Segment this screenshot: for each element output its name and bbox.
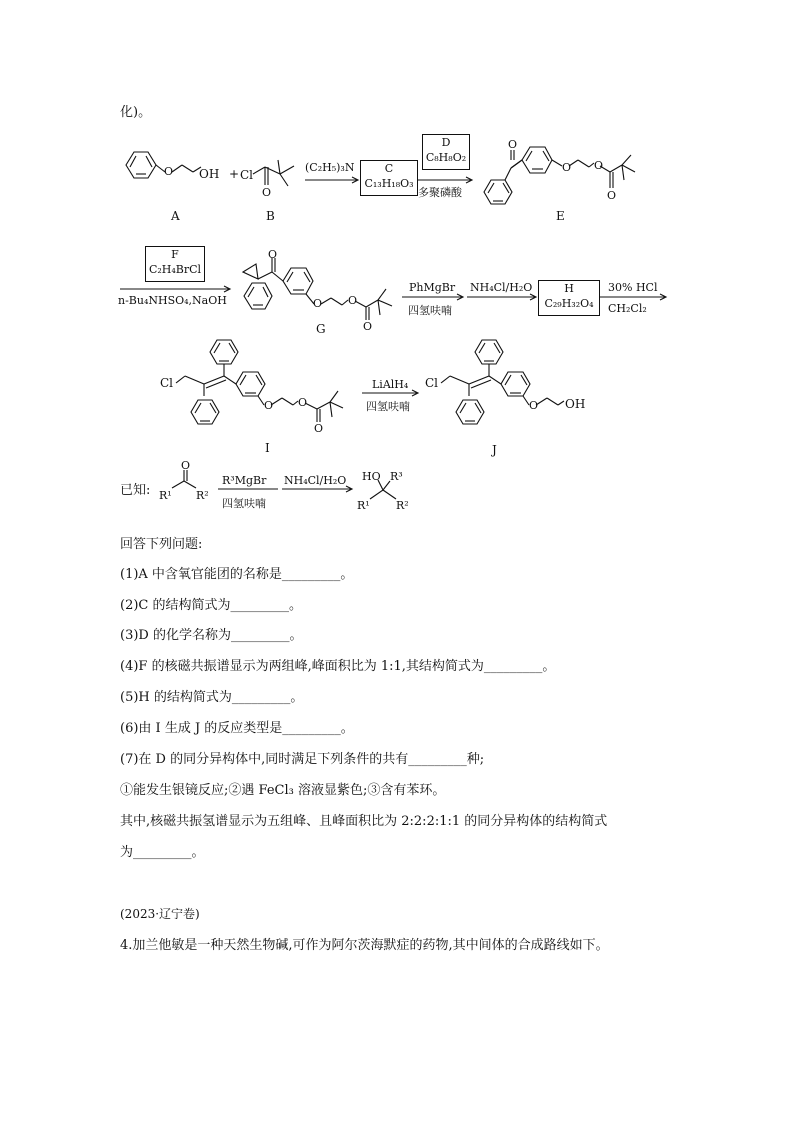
reagent-ptc: n-Bu₄NHSO₄,NaOH xyxy=(118,294,227,307)
known-ho: HO xyxy=(362,470,381,483)
intro-tail: 化)。 xyxy=(120,105,152,120)
compound-d-formula: C₈H₈O₂ xyxy=(425,151,467,164)
compound-c-box xyxy=(360,160,418,196)
compound-j-oh: OH xyxy=(565,397,586,411)
compound-i-o2: O xyxy=(298,396,308,409)
compound-e-o1: O xyxy=(508,138,518,151)
question-1: (1)A 中含氧官能团的名称是_________。 xyxy=(120,567,354,582)
compound-d-box xyxy=(422,134,470,170)
compound-i-label: I xyxy=(265,441,270,455)
compound-g-structure xyxy=(243,258,392,320)
compound-i-cl: Cl xyxy=(160,376,174,390)
compound-j-structure xyxy=(441,340,564,424)
known-thf: 四氢呋喃 xyxy=(222,497,266,510)
compound-i-structure xyxy=(176,340,343,424)
reagent-dcm: CH₂Cl₂ xyxy=(608,302,647,315)
compound-b-o: O xyxy=(262,186,272,199)
compound-f-formula: C₂H₄BrCl xyxy=(148,263,202,276)
next-question-4: 4.加兰他敏是一种天然生物碱,可作为阿尔茨海默症的药物,其中间体的合成路线如下。 xyxy=(120,938,609,953)
compound-a-oh: OH xyxy=(199,167,220,181)
compound-h-formula: C₂₉H₃₂O₄ xyxy=(544,297,594,310)
known-grignard: R³MgBr xyxy=(222,474,267,487)
known-pr2: R² xyxy=(396,499,409,512)
question-7-extra-1: 其中,核磁共振氢谱显示为五组峰、且峰面积比为 2:2:2:1:1 的同分异构体的结构简式 xyxy=(120,814,608,829)
reagent-hcl: 30% HCl xyxy=(608,281,658,294)
compound-g-o1: O xyxy=(268,248,278,261)
compound-b-cl: Cl xyxy=(240,168,254,182)
compound-j-label: J xyxy=(492,443,497,457)
known-ketone-structure xyxy=(172,470,196,488)
compound-j-cl: Cl xyxy=(425,376,439,390)
question-4: (4)F 的核磁共振谱显示为两组峰,峰面积比为 1:1,其结构简式为_________。 xyxy=(120,659,556,674)
compound-b-structure xyxy=(253,160,294,186)
reagent-et3n: (C₂H₅)₃N xyxy=(305,161,355,174)
compound-f-name: F xyxy=(171,248,179,261)
compound-d-name: D xyxy=(441,136,451,149)
compound-f-box xyxy=(145,246,205,282)
question-5: (5)H 的结构简式为_________。 xyxy=(120,690,304,705)
known-r2: R² xyxy=(196,489,209,502)
compound-b-label: B xyxy=(266,209,275,223)
reagent-ppa: 多聚磷酸 xyxy=(418,186,462,199)
compound-g-o2: O xyxy=(313,297,323,310)
compound-e-o4: O xyxy=(607,189,617,202)
questions-intro: 回答下列问题: xyxy=(120,537,203,552)
known-r3: R³ xyxy=(390,470,403,483)
compound-h-box xyxy=(538,280,600,316)
known-label: 已知: xyxy=(120,483,151,498)
compound-g-o4: O xyxy=(363,320,373,333)
question-6: (6)由 I 生成 J 的反应类型是_________。 xyxy=(120,721,354,736)
compound-g-o3: O xyxy=(348,294,358,307)
reagent-lialh4: LiAlH₄ xyxy=(372,378,409,391)
compound-i-o3: O xyxy=(314,422,324,435)
reagent-thf-1: 四氢呋喃 xyxy=(408,304,452,317)
question-7-extra-2: 为_________。 xyxy=(120,845,205,860)
compound-a-label: A xyxy=(171,209,180,223)
compound-h-name: H xyxy=(564,282,574,295)
compound-e-o2: O xyxy=(562,161,572,174)
compound-e-o3: O xyxy=(594,159,604,172)
compound-g-label: G xyxy=(316,322,326,336)
question-3: (3)D 的化学名称为_________。 xyxy=(120,628,303,643)
next-source: (2023·辽宁卷) xyxy=(120,907,200,921)
known-pr1: R¹ xyxy=(357,499,370,512)
compound-j-o: O xyxy=(529,399,539,412)
compound-i-o1: O xyxy=(264,399,274,412)
compound-e-label: E xyxy=(556,209,565,223)
compound-a-o: O xyxy=(164,165,174,178)
question-7: (7)在 D 的同分异构体中,同时满足下列条件的共有_________种; xyxy=(120,752,485,767)
reagent-nh4cl: NH₄Cl/H₂O xyxy=(470,281,533,294)
known-o: O xyxy=(181,459,191,472)
reagent-thf-2: 四氢呋喃 xyxy=(366,400,410,413)
plus-sign: + xyxy=(229,167,240,181)
reagent-phmgbr: PhMgBr xyxy=(409,281,456,294)
compound-c-name: C xyxy=(384,162,394,175)
known-nh4cl: NH₄Cl/H₂O xyxy=(284,474,347,487)
compound-c-formula: C₁₃H₁₈O₃ xyxy=(364,177,414,190)
question-2: (2)C 的结构简式为_________。 xyxy=(120,598,302,613)
question-7-conditions: ①能发生银镜反应;②遇 FeCl₃ 溶液显紫色;③含有苯环。 xyxy=(120,783,446,798)
known-r1: R¹ xyxy=(159,489,172,502)
